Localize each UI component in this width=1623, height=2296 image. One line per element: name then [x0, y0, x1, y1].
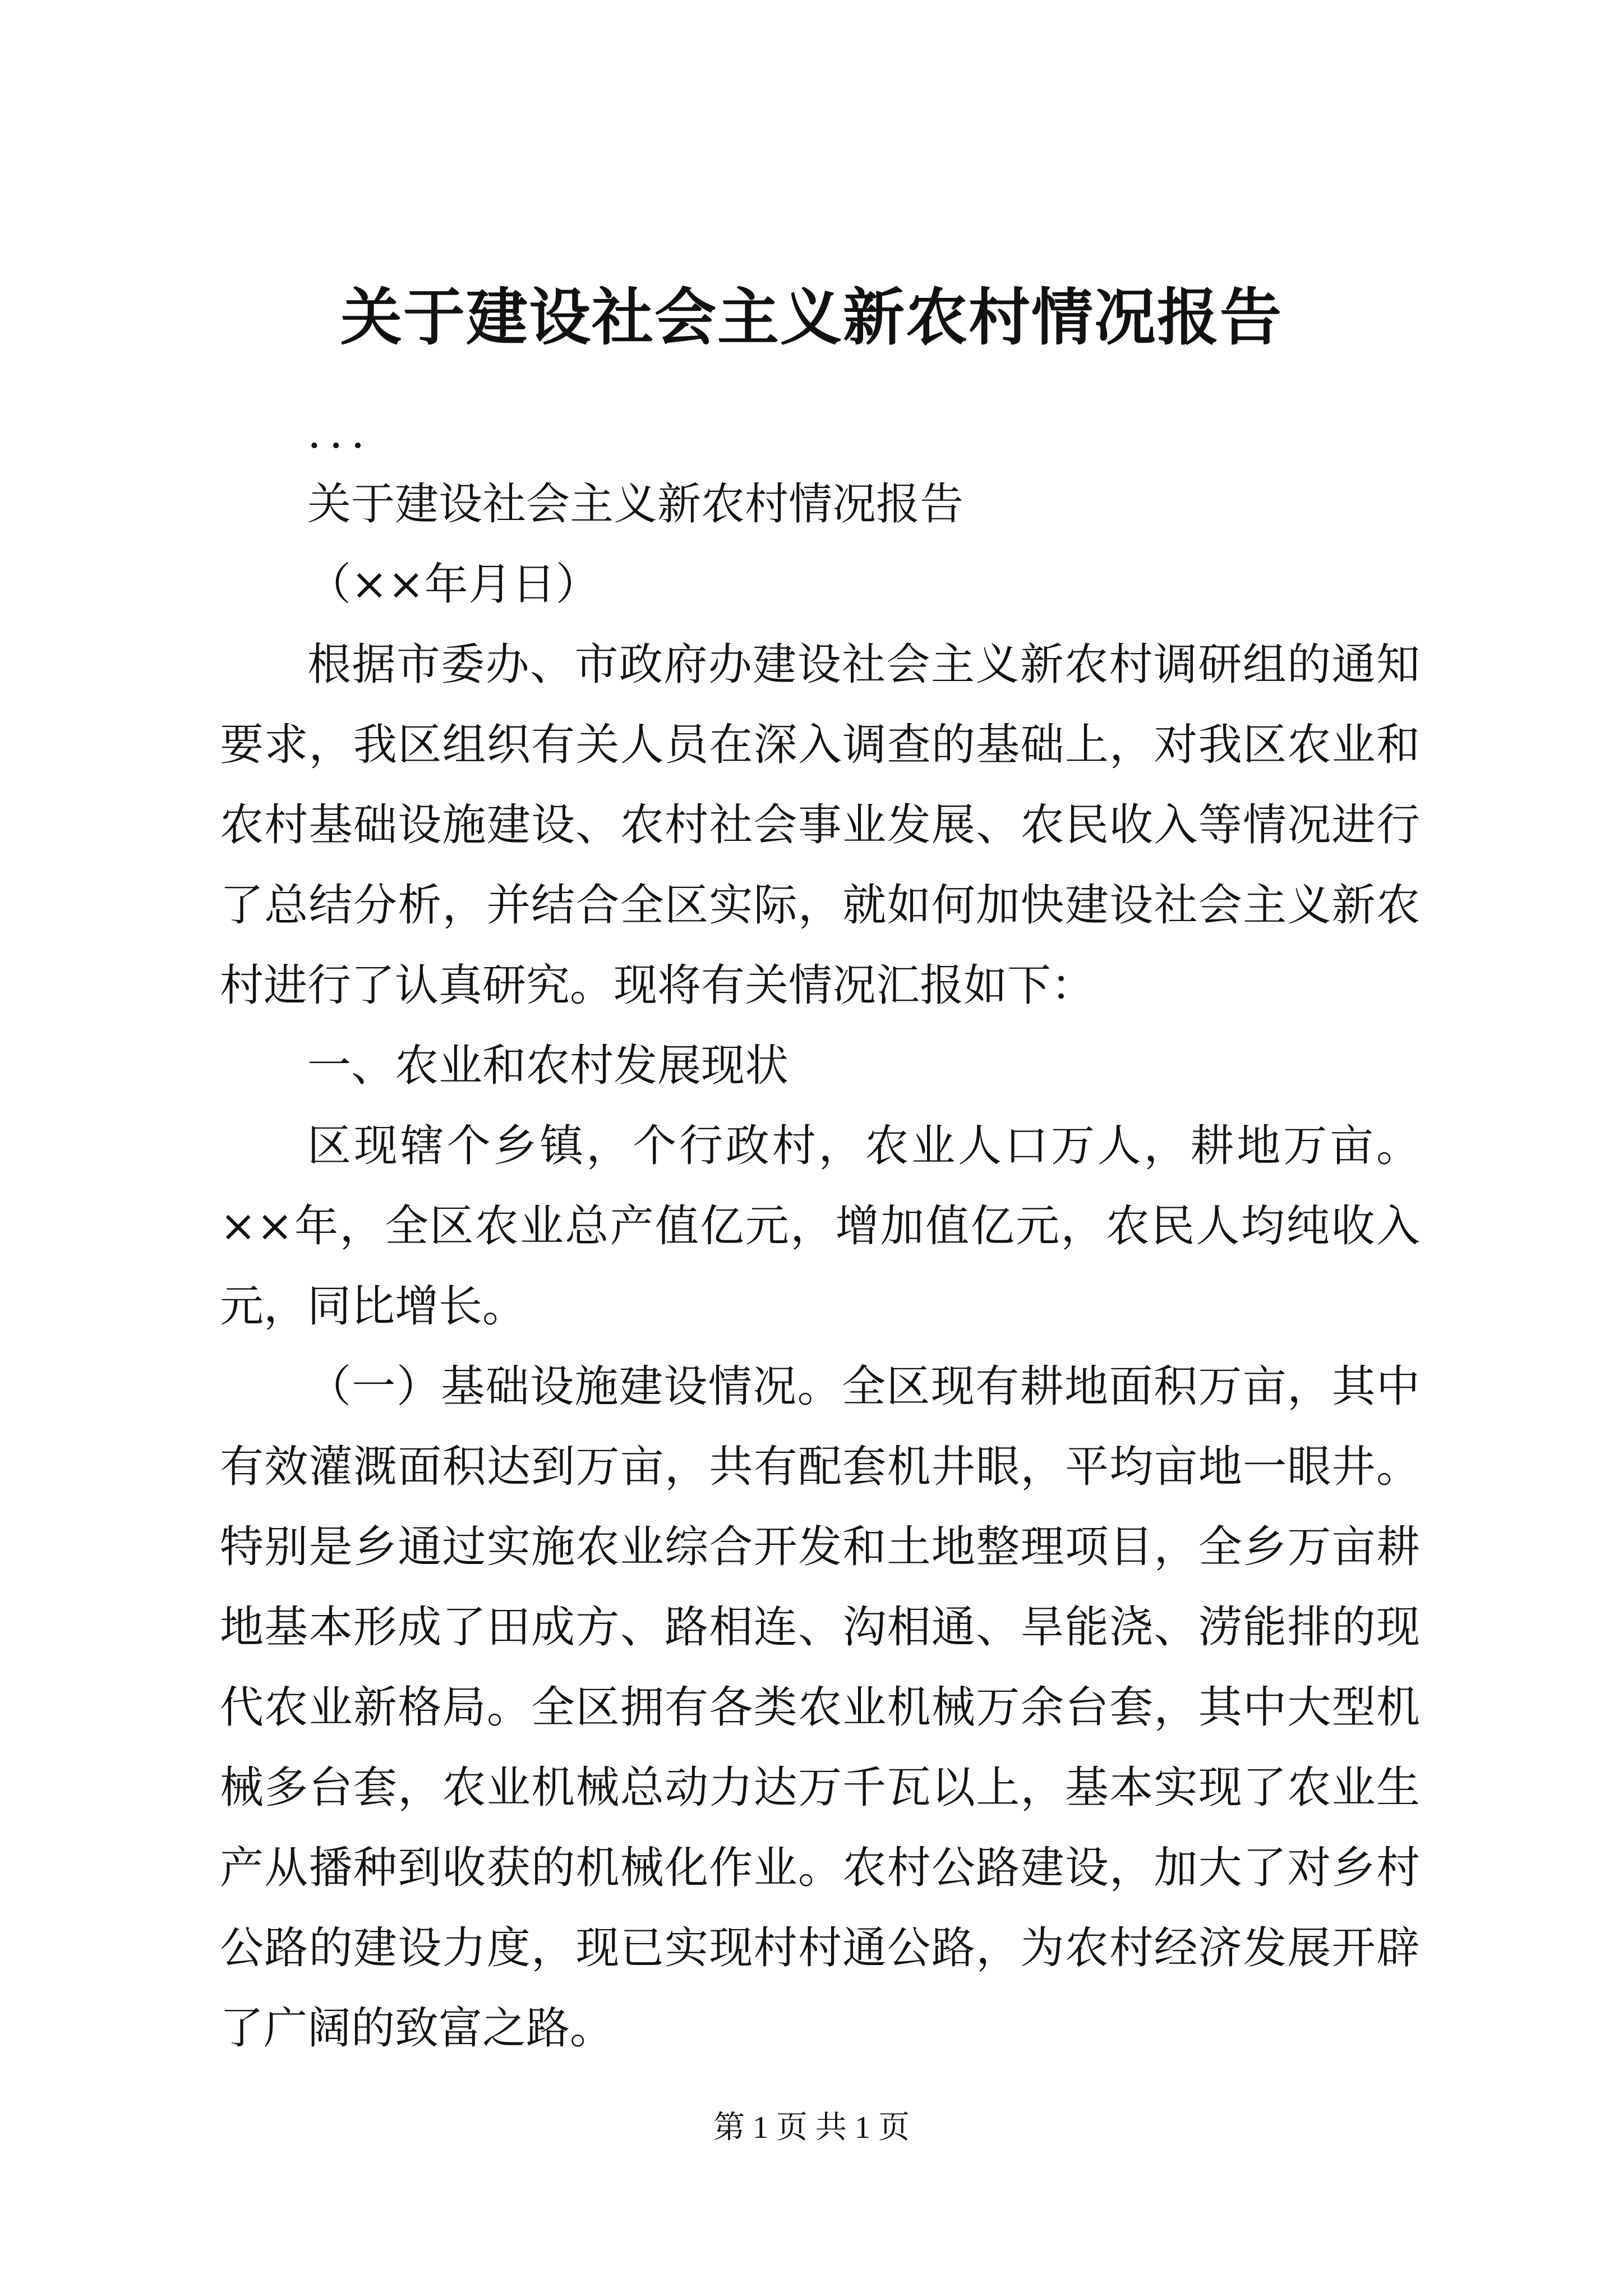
date-paragraph: （××年月日）: [307, 559, 600, 610]
document-body: [220, 402, 1420, 2069]
overview-paragraph: 区现辖个乡镇，个行政村，农业人口万人，耕地万亩。××年，全区农业总产值亿元，增加值亿元，农民人均纯收入元，同比增长。: [220, 1121, 1420, 1332]
section-heading: 一、农业和农村发展现状: [307, 1041, 789, 1091]
infrastructure-paragraph: （一）基础设施建设情况。全区现有耕地面积万亩，其中有效灌溉面积达到万亩，共有配套机井眼，平均亩地一眼井。特别是乡通过实施农业综合开发和土地整理项目，全乡万亩耕地基本形成了田成方、路相连、沟相通、旱能浇、涝能排的现代农业新格局。全区拥有各类农业机械万余台套，其中大型机械多台套，农业机械总动力达万千瓦以上，基本实现了农业生产从播种到收获的机械化作业。农村公路建设，加大了对乡村公路的建设力度，现已实现村村通公路，为农村经济发展开辟了广阔的致富之路。: [220, 1361, 1420, 2054]
subtitle-paragraph: 关于建设社会主义新农村情况报告: [307, 479, 964, 530]
page-footer: 第 1 页 共 1 页: [713, 2110, 910, 2145]
ellipsis-line: ...: [307, 408, 373, 458]
document-title: 关于建设社会主义新农村情况报告: [340, 281, 1283, 353]
intro-paragraph: 根据市委办、市政府办建设社会主义新农村调研组的通知要求，我区组织有关人员在深入调查的基础上，对我区农业和农村基础设施建设、农村社会事业发展、农民收入等情况进行了总结分析，并结合全区实际，就如何加快建设社会主义新农村进行了认真研究。现将有关情况汇报如下：: [220, 639, 1420, 1011]
